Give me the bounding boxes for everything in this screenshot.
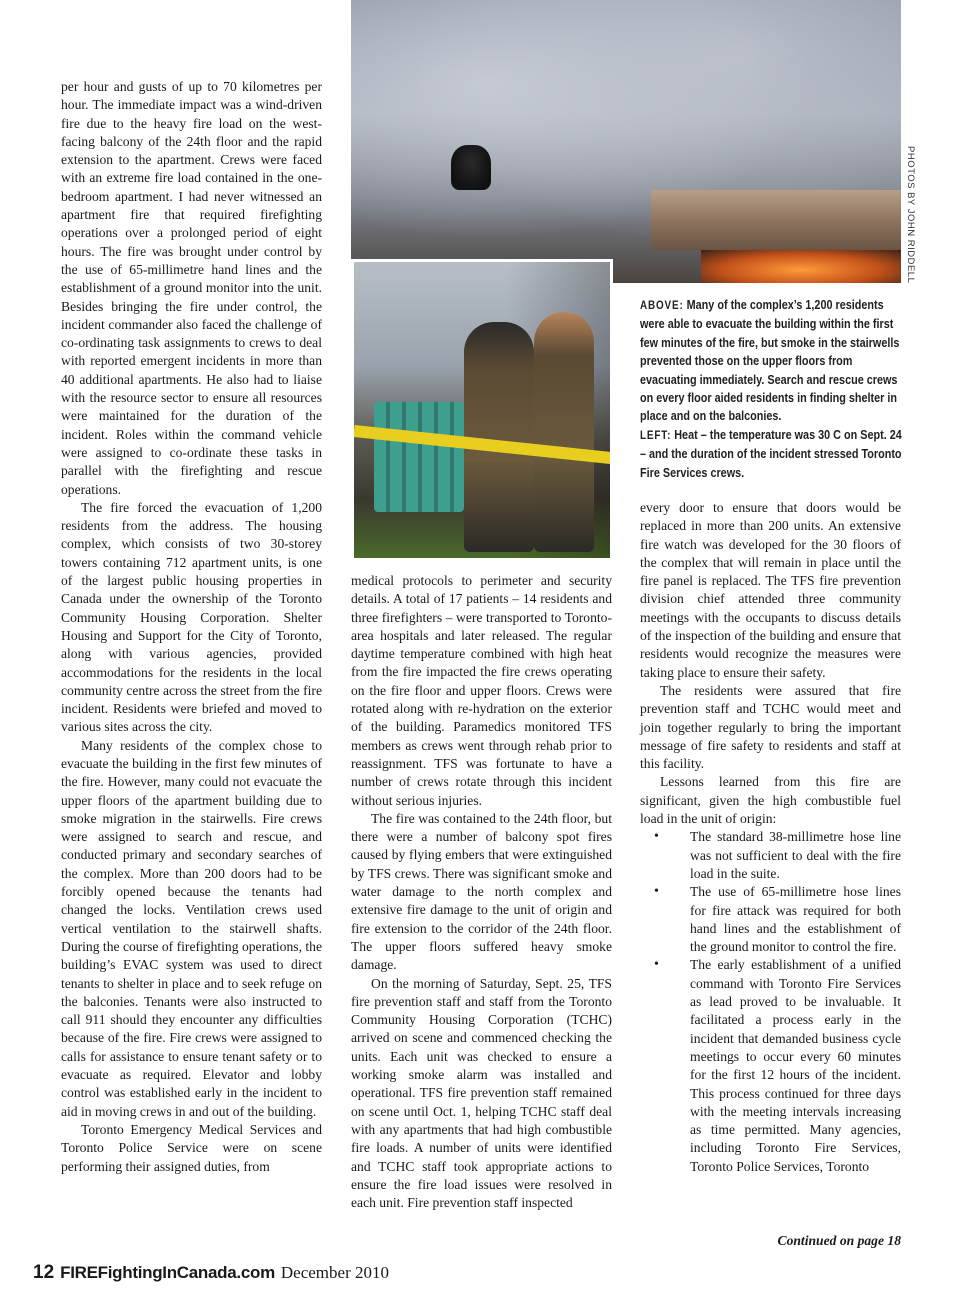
- caption-left-label: LEFT:: [640, 429, 672, 442]
- article-column-2: [351, 572, 612, 1212]
- page-footer: [33, 1262, 389, 1290]
- photo-credit: PHOTOS BY JOHN RIDDELL: [905, 146, 916, 284]
- paragraph: The residents were assured that fire prevention staff and TCHC would meet and join together regularly to bring the important message of fire safety to residents and staff at this facility.: [640, 682, 901, 772]
- list-item: • The use of 65-millimetre hose lines for fire attack was required for both hand lines and the establishment of the ground monitor to control the fire.: [640, 883, 901, 956]
- site-name[interactable]: FIREFightingInCanada.com: [60, 1263, 275, 1282]
- paragraph: Toronto Emergency Medical Services and Toronto Police Service were on scene performing their assigned duties, from: [61, 1121, 322, 1174]
- photo-captions: [640, 296, 905, 482]
- caption-above-label: ABOVE:: [640, 300, 684, 312]
- page-number: 12: [33, 1262, 55, 1283]
- paragraph: The fire forced the evacuation of 1,200 residents from the address. The housing complex, which consists of two 30-storey towers containing 712 apartment units, is one of the largest public housing properties in Canada under the ownership of the Toronto Community Housing Corporation. Shelter Housing and Support for the City of Toronto, along with various agencies, provided accommodations for the residents in the local community centre across the street from the fire incident. Residents were briefed and moved to various sites across the city.: [61, 499, 322, 735]
- firefighter-silhouette: [451, 145, 491, 190]
- paragraph: per hour and gusts of up to 70 kilometres per hour. The immediate impact was a wind-driven fire due to the heavy fire load on the west-facing balcony of the 24th floor and the rapid extension to the apartment. Crews were faced with an extreme fire load contained in the one-bedroom apartment. I had never witnessed an apartment fire that required firefighting operations over a prolonged period of eight hours. The fire was brought under control by the use of 65-millimetre hand lines and the establishment of a ground monitor into the unit. Besides bringing the fire under control, the incident commander also faced the challenge of co-ordinating task assignments to crews to deal with reported emergent incidents in more than 40 additional apartments. He also had to liaise with the resource sector to ensure all resources were maintained for the duration of the incident. Roles within the command vehicle were assigned to co-ordinate these tasks in parallel with the firefighting and rescue operations.: [61, 79, 322, 497]
- paragraph: The fire was contained to the 24th floor, but there were a number of balcony spot fires caused by flying embers that were extinguished by TFS crews. There was significant smoke and water damage to the north complex and extensive fire damage to the unit of origin and fire extension to the corridor of the 24th floor. The upper floors suffered heavy smoke damage.: [351, 810, 612, 973]
- caption-above-text: Many of the complex’s 1,200 residents were able to evacuate the building within the first few minutes of the fire, but smoke in the stairwells prevented those on the upper floors from evacuating immediately. Search and rescue crews on every floor aided residents in finding shelter in place and on the balconies.: [640, 298, 900, 424]
- paragraph: every door to ensure that doors would be replaced in more than 200 units. An extensive fire watch was developed for the 30 floors of the complex that will remain in place until the fire panel is replaced. The TFS fire prevention division chief attended three community meetings with the occupants to discuss details of the inspection of the building and ensure that residents would recognize the measures were taking place to ensure their safety.: [640, 500, 901, 680]
- photo-firefighters: [351, 259, 613, 561]
- lessons-list: [640, 828, 901, 1176]
- continued-note: Continued on page 18: [777, 1233, 901, 1248]
- issue-date: December 2010: [280, 1263, 389, 1282]
- caption-left: [640, 426, 905, 482]
- caption-left-text: Heat – the temperature was 30 C on Sept. 24 – and the duration of the incident stressed Toronto Fire Services crews.: [640, 427, 902, 480]
- photo-smoke-balcony: [351, 0, 901, 283]
- list-item: • The early establishment of a unified command with Toronto Fire Services as lead proved to be invaluable. It facilitated a process early in the incident that demanded business cycle meetings to occur every 60 minutes for the first 12 hours of the incident. This process continued for three days with the meeting intervals increasing as time permitted. Many agencies, including Toronto Fire Services, Toronto Police Services, Toronto: [640, 956, 901, 1176]
- fire-glow: [701, 250, 901, 283]
- burnt-balcony: [651, 190, 901, 250]
- caption-above: [640, 296, 905, 426]
- firefighter-right: [534, 312, 594, 552]
- paragraph: Lessons learned from this fire are significant, given the high combustible fuel load in the unit of origin:: [640, 774, 901, 827]
- paragraph: On the morning of Saturday, Sept. 25, TFS fire prevention staff and staff from the Toronto Community Housing Corporation (TCHC) arrived on scene and commenced checking the units. Each unit was checked to ensure a working smoke alarm was installed and operational. TFS fire prevention staff remained on scene until Oct. 1, helping TCHC staff deal with any apartments that had high combustible fire loads. A number of units were identified and TCHC staff took appropriate actions to ensure the fire load issues were resolved in each unit. Fire prevention staff inspected: [351, 975, 612, 1211]
- paragraph: Many residents of the complex chose to evacuate the building in the first few minutes of the fire. However, many could not evacuate the upper floors of the apartment building due to smoke migration in the stairwells. Fire crews were assigned to search and rescue, and conducted primary and secondary searches of the complex. More than 200 doors had to be forcibly opened because the tenants had changed the locks. Ventilation crews used vertical ventilation to the stairwell shafts. During the course of firefighting operations, the building’s EVAC system was used to direct tenants to shelter in place and to seek refuge on the balconies. Tenants were also instructed to call 911 should they encounter any difficulties because of the fire. Fire crews were assigned to calls for assistance to ensure tenant safety or to evacuate as required. Elevator and lobby control was established early in the incident to aid in moving crews in and out of the building.: [61, 737, 322, 1119]
- paragraph: medical protocols to perimeter and security details. A total of 17 patients – 14 residents and three firefighters – were transported to Toronto-area hospitals and later released. The regular daytime temperature combined with high heat from the fire impacted the fire crews operating on the fire floor and upper floors. Crews were rotated along with re-hydration on the exterior of the building. Paramedics monitored TFS members as crews went through rehab prior to reassignment. TFS was fortunate to have a number of crews rotate through this incident without serious injuries.: [351, 573, 612, 808]
- list-item: • The standard 38-millimetre hose line was not sufficient to deal with the fire load in the suite.: [640, 828, 901, 883]
- hose-cart: [374, 402, 464, 512]
- article-column-1: [61, 78, 322, 1176]
- article-column-3: [640, 499, 901, 1176]
